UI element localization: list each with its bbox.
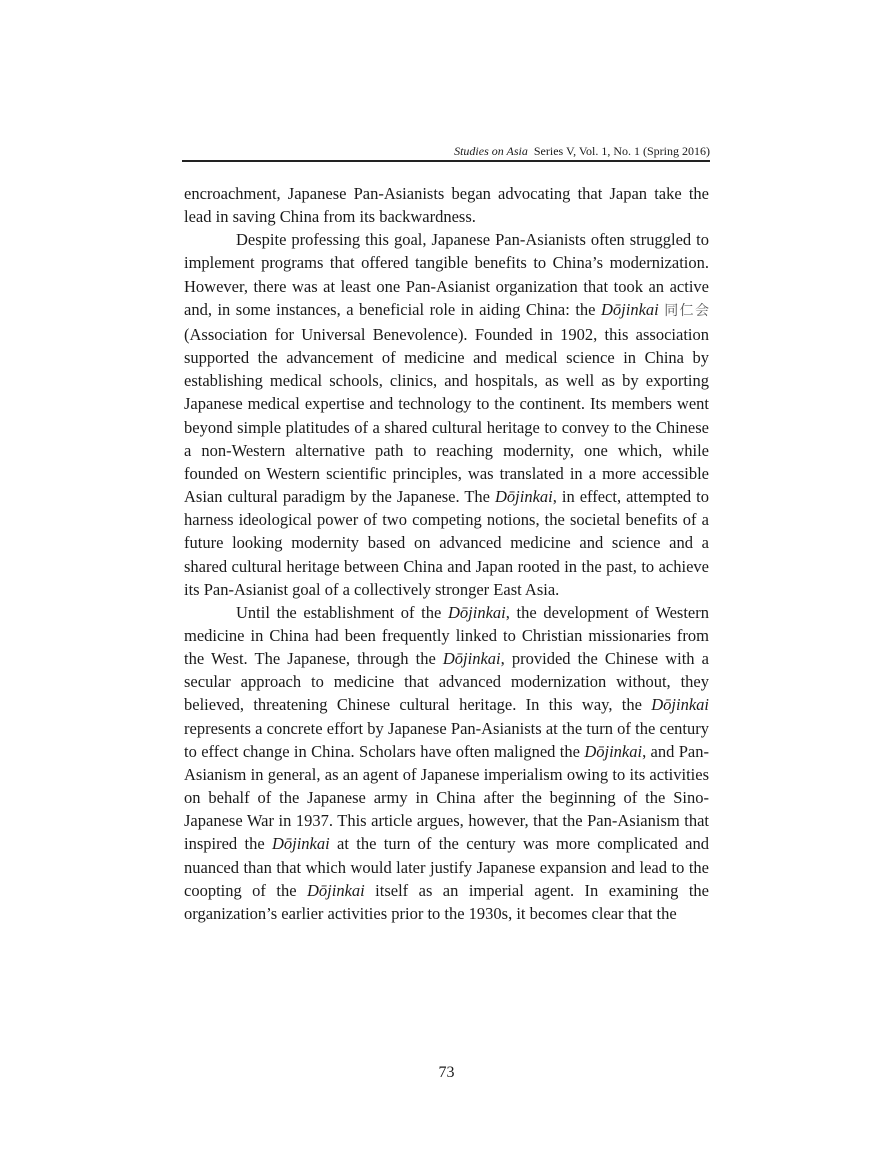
running-header — [182, 144, 710, 159]
term-dojinkai: Dōjinkai — [306, 880, 365, 900]
paragraph-2-text-2: (Association for Universal Benevolence). Founded in 1902, this association supported the advancement of medicine and medical science in China by establishing medical schools, clinics, and hospitals, as well as by exporting Japanese medical expertise and technology to the continent. Its members went beyond simple platitudes of a shared cultural heritage to convey to the Chinese a non-Western alternative path to reaching modernity, one which, while founded on Western scientific principles, was translated in a more accessible Asian cultural paradigm by the Japanese. The — [184, 324, 709, 507]
paragraph-2 — [184, 228, 709, 601]
page-number: 73 — [438, 1064, 455, 1081]
term-dojinkai: Dōjinkai — [271, 834, 330, 854]
header-rule — [182, 160, 710, 162]
term-dojinkai: Dōjinkai — [442, 649, 501, 669]
paragraph-3-text-2: , the development of Western medicine in China had been frequently linked to Christian missionaries from the West. The Japanese, through the — [184, 602, 709, 669]
journal-title: Studies on Asia — [454, 144, 528, 158]
term-dojinkai: Dōjinkai — [448, 602, 506, 622]
paragraph-3-text-4: represents a concrete effort by Japanese Pan-Asianists at the turn of the century to effect change in China. Scholars have often maligned the — [184, 718, 709, 761]
kanji-dojinkai: 同仁会 — [664, 302, 710, 319]
paragraph-3-text-1: Until the establishment of the — [236, 602, 449, 622]
paragraph-3 — [184, 601, 709, 925]
article-body — [184, 182, 709, 925]
term-dojinkai: Dōjinkai — [495, 487, 553, 507]
term-dojinkai: Dōjinkai — [584, 741, 643, 761]
paragraph-3-text-3: , provided the Chinese with a secular approach to medicine that advanced modernization without, they believed, threatening Chinese cultural heritage. In this way, the — [184, 649, 709, 715]
paragraph-3-text-5: , and Pan-Asianism in general, as an agent of Japanese imperialism owing to its activities on behalf of the Japanese army in China after the beginning of the Sino-Japanese War in 1937. This article argues, however, that the Pan-Asianism that inspired the — [184, 741, 709, 854]
term-dojinkai: Dōjinkai — [651, 695, 709, 715]
paragraph-3-text-7: itself as an imperial agent. In examining the organization’s earlier activities prior to the 1930s, it becomes clear that the — [184, 880, 709, 923]
paragraph-1-text: encroachment, Japanese Pan-Asianists began advocating that Japan take the lead in saving China from its backwardness. — [184, 184, 709, 227]
term-dojinkai: Dōjinkai — [601, 299, 659, 319]
paragraph-3-text-6: at the turn of the century was more complicated and nuanced than that which would later justify Japanese expansion and lead to the coopting of the — [184, 834, 709, 900]
paragraph-1 — [184, 182, 709, 228]
paragraph-2-text-1: Despite professing this goal, Japanese Pan-Asianists often struggled to implement programs that offered tangible benefits to China’s modernization. However, there was at least one Pan-Asianist organization that took an active and, in some instances, a beneficial role in aiding China: the — [184, 230, 709, 319]
paragraph-2-text-3: , in effect, attempted to harness ideological power of two competing notions, the societal benefits of a future looking modernity based on advanced medicine and science and a shared cultural heritage between China and Japan rooted in the past, to achieve its Pan-Asianist goal of a collectively stronger East Asia. — [184, 487, 709, 599]
journal-issue: Series V, Vol. 1, No. 1 (Spring 2016) — [533, 144, 710, 158]
